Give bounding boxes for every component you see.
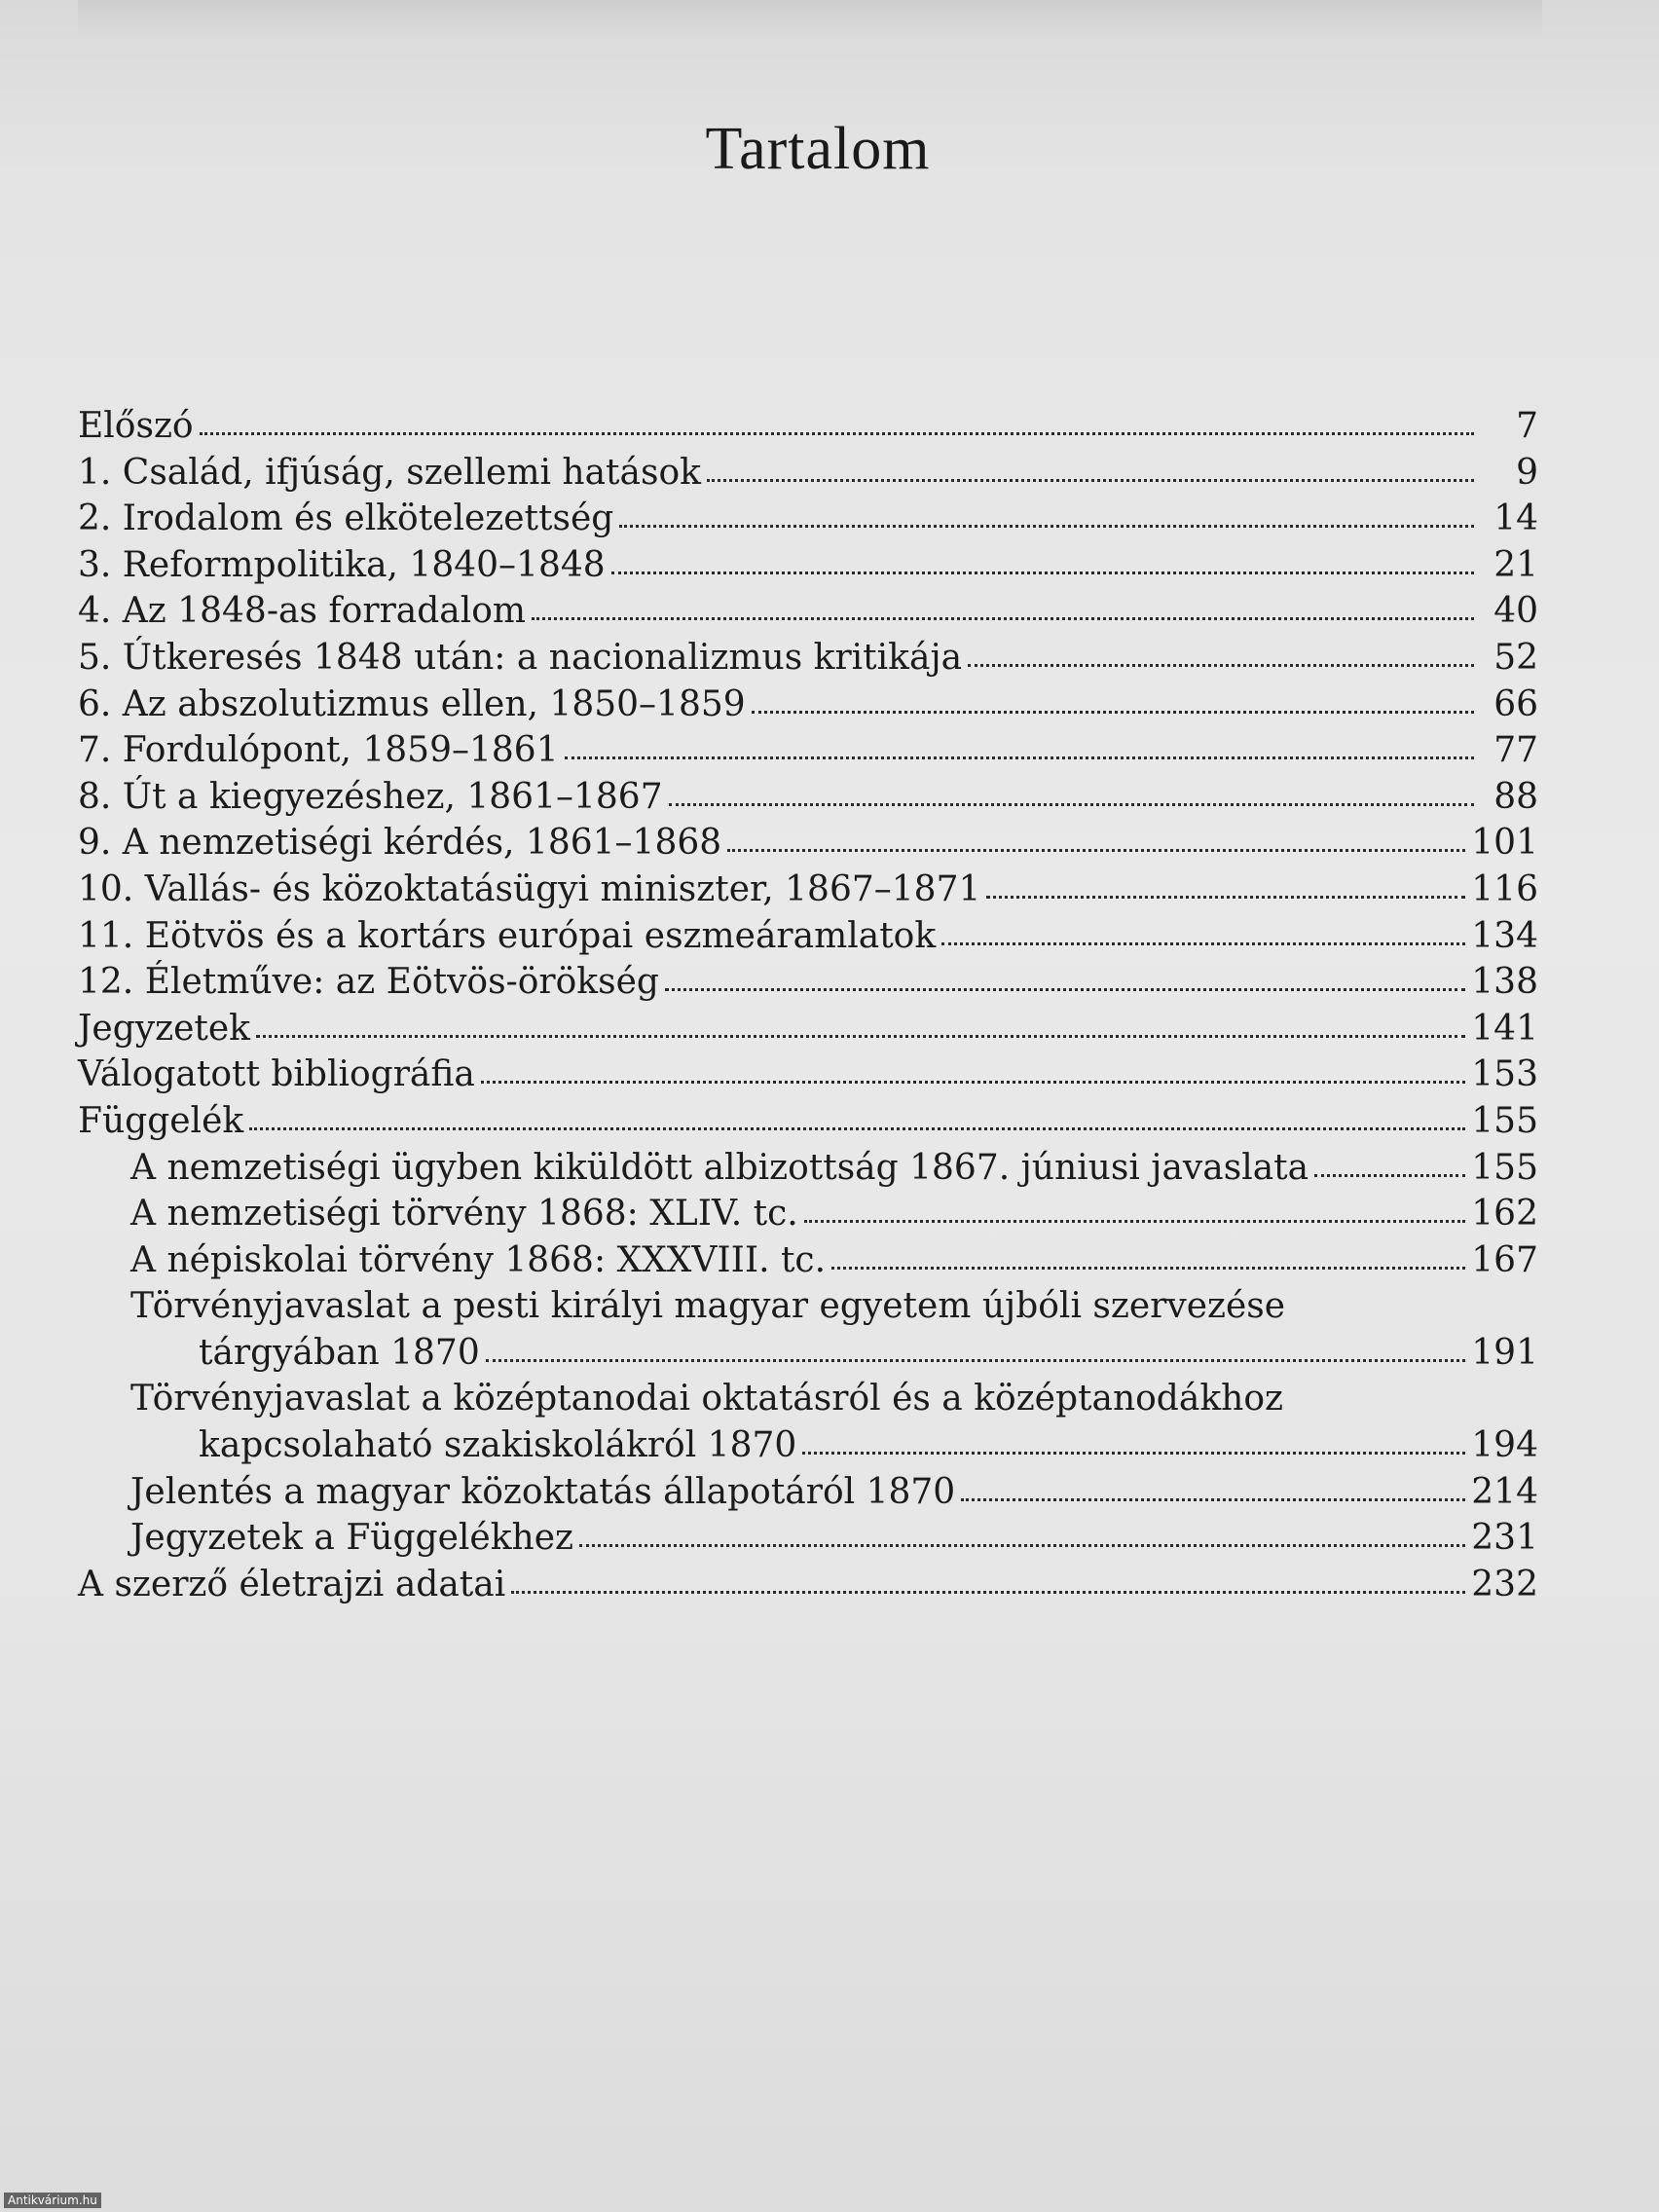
dot-leader bbox=[565, 754, 1474, 759]
toc-entry bbox=[78, 542, 1538, 589]
toc-entry-label: 7. Fordulópont, 1859–1861 bbox=[78, 730, 559, 771]
page-top-edge bbox=[78, 0, 1542, 45]
toc-entry-page: 214 bbox=[1471, 1471, 1538, 1512]
toc-entry-page: 232 bbox=[1471, 1564, 1538, 1604]
toc-entry bbox=[78, 820, 1538, 866]
dot-leader bbox=[481, 1078, 1465, 1084]
toc-entry-page: 153 bbox=[1471, 1054, 1538, 1095]
toc-entry-label: Jelentés a magyar közoktatás állapotáról 1870 bbox=[130, 1471, 956, 1512]
toc-subentry-multiline bbox=[78, 1283, 1538, 1376]
dot-leader bbox=[611, 569, 1474, 574]
toc-entry-page: 231 bbox=[1471, 1518, 1538, 1559]
dot-leader bbox=[200, 429, 1474, 435]
toc-subentry bbox=[78, 1145, 1538, 1192]
toc-entry bbox=[78, 1562, 1538, 1608]
dot-leader bbox=[1314, 1171, 1465, 1177]
toc-entry-label: 12. Életműve: az Eötvös-örökség bbox=[78, 962, 659, 1003]
toc-entry bbox=[78, 588, 1538, 635]
dot-leader bbox=[486, 1356, 1466, 1362]
toc-entry bbox=[78, 1006, 1538, 1052]
dot-leader bbox=[941, 940, 1465, 945]
toc-entry-label: A nemzetiségi törvény 1868: XLIV. tc. bbox=[130, 1194, 798, 1235]
toc-subentry bbox=[78, 1237, 1538, 1284]
dot-leader bbox=[961, 1495, 1465, 1501]
toc-entry bbox=[78, 959, 1538, 1006]
toc-entry bbox=[78, 682, 1538, 728]
watermark: Antikvárium.hu bbox=[4, 2193, 101, 2208]
toc-entry-page: 21 bbox=[1493, 544, 1538, 585]
toc-entry-page: 191 bbox=[1471, 1332, 1538, 1373]
dot-leader bbox=[579, 1541, 1465, 1547]
toc-entry-label: 11. Eötvös és a kortárs európai eszmeáramlatok bbox=[78, 915, 937, 956]
toc-entry bbox=[78, 496, 1538, 542]
dot-leader bbox=[532, 614, 1474, 620]
toc-subentry-multiline bbox=[78, 1376, 1538, 1468]
dot-leader bbox=[727, 846, 1465, 852]
toc-entry bbox=[78, 774, 1538, 821]
toc-entry-page: 77 bbox=[1493, 730, 1538, 771]
dot-leader bbox=[256, 1032, 1465, 1038]
toc-entry bbox=[78, 727, 1538, 774]
toc-entry-label: Előszó bbox=[78, 406, 194, 446]
toc-entry-page: 66 bbox=[1493, 683, 1538, 724]
toc-entry-line2 bbox=[130, 1422, 1538, 1469]
toc-subentry bbox=[78, 1469, 1538, 1516]
toc-entry-label: Jegyzetek bbox=[78, 1008, 250, 1049]
toc-entry-page: 141 bbox=[1471, 1008, 1538, 1049]
toc-entry-page: 88 bbox=[1493, 776, 1538, 817]
toc-subentry bbox=[78, 1515, 1538, 1562]
toc-entry-label: A népiskolai törvény 1868: XXXVIII. tc. bbox=[130, 1239, 827, 1280]
toc-entry-label: 6. Az abszolutizmus ellen, 1850–1859 bbox=[78, 683, 746, 724]
toc-entry-label: Jegyzetek a Függelékhez bbox=[130, 1518, 573, 1559]
table-of-contents bbox=[78, 403, 1538, 1607]
toc-entry-page: 167 bbox=[1471, 1239, 1538, 1280]
dot-leader bbox=[831, 1264, 1465, 1270]
toc-entry-page: 116 bbox=[1471, 868, 1538, 909]
toc-entry-page: 194 bbox=[1471, 1425, 1538, 1466]
toc-entry-label-line2: tárgyában 1870 bbox=[199, 1332, 480, 1373]
toc-entry-label: 10. Vallás- és közoktatásügyi miniszter, 1867–1871 bbox=[78, 868, 981, 909]
toc-entry-label: 4. Az 1848-as forradalom bbox=[78, 591, 527, 632]
dot-leader bbox=[968, 661, 1474, 667]
toc-entry-label: 8. Út a kiegyezéshez, 1861–1867 bbox=[78, 776, 663, 817]
toc-entry-page: 155 bbox=[1471, 1147, 1538, 1188]
toc-entry-page: 14 bbox=[1493, 498, 1538, 539]
toc-entry bbox=[78, 635, 1538, 682]
page-title: Tartalom bbox=[705, 116, 931, 182]
dot-leader bbox=[802, 1449, 1465, 1455]
toc-entry-page: 101 bbox=[1471, 823, 1538, 864]
toc-entry-line2 bbox=[130, 1330, 1538, 1377]
toc-entry-label-line2: kapcsolaható szakiskolákról 1870 bbox=[199, 1425, 797, 1466]
toc-entry-label: 1. Család, ifjúság, szellemi hatások bbox=[78, 452, 701, 493]
toc-entry-label: 9. A nemzetiségi kérdés, 1861–1868 bbox=[78, 823, 722, 864]
toc-entry-page: 134 bbox=[1471, 915, 1538, 956]
toc-entry-label: 3. Reformpolitika, 1840–1848 bbox=[78, 544, 606, 585]
toc-entry bbox=[78, 450, 1538, 497]
toc-entry bbox=[78, 1098, 1538, 1145]
toc-subentry bbox=[78, 1191, 1538, 1237]
toc-entry-page: 138 bbox=[1471, 962, 1538, 1003]
toc-entry bbox=[78, 913, 1538, 960]
dot-leader bbox=[707, 476, 1474, 482]
toc-entry-label: Válogatott bibliográfia bbox=[78, 1054, 475, 1095]
toc-entry-page: 40 bbox=[1493, 591, 1538, 632]
dot-leader bbox=[249, 1124, 1465, 1130]
toc-entry-label: A nemzetiségi ügyben kiküldött albizottság 1867. júniusi javaslata bbox=[130, 1147, 1309, 1188]
toc-entry-page: 7 bbox=[1516, 406, 1538, 446]
dot-leader bbox=[619, 522, 1474, 528]
toc-entry-label: 5. Útkeresés 1848 után: a nacionalizmus kritikája bbox=[78, 637, 963, 678]
toc-entry bbox=[78, 403, 1538, 450]
dot-leader bbox=[986, 893, 1465, 899]
toc-entry-label-line1: Törvényjavaslat a pesti királyi magyar egyetem újbóli szervezése bbox=[130, 1286, 1286, 1327]
dot-leader bbox=[752, 708, 1474, 714]
toc-entry-page: 155 bbox=[1471, 1100, 1538, 1141]
dot-leader bbox=[665, 985, 1465, 991]
dot-leader bbox=[669, 800, 1474, 806]
toc-entry-label: A szerző életrajzi adatai bbox=[78, 1564, 506, 1604]
toc-entry-label-line1: Törvényjavaslat a középtanodai oktatásról és a középtanodákhoz bbox=[130, 1379, 1283, 1419]
toc-entry-page: 9 bbox=[1516, 452, 1538, 493]
toc-entry bbox=[78, 866, 1538, 913]
toc-entry-label: 2. Irodalom és elkötelezettség bbox=[78, 498, 614, 539]
toc-entry-page: 52 bbox=[1493, 637, 1538, 678]
dot-leader bbox=[804, 1217, 1466, 1223]
toc-entry bbox=[78, 1051, 1538, 1098]
dot-leader bbox=[511, 1588, 1465, 1594]
toc-entry-label: Függelék bbox=[78, 1100, 244, 1141]
toc-entry-page: 162 bbox=[1471, 1194, 1538, 1235]
